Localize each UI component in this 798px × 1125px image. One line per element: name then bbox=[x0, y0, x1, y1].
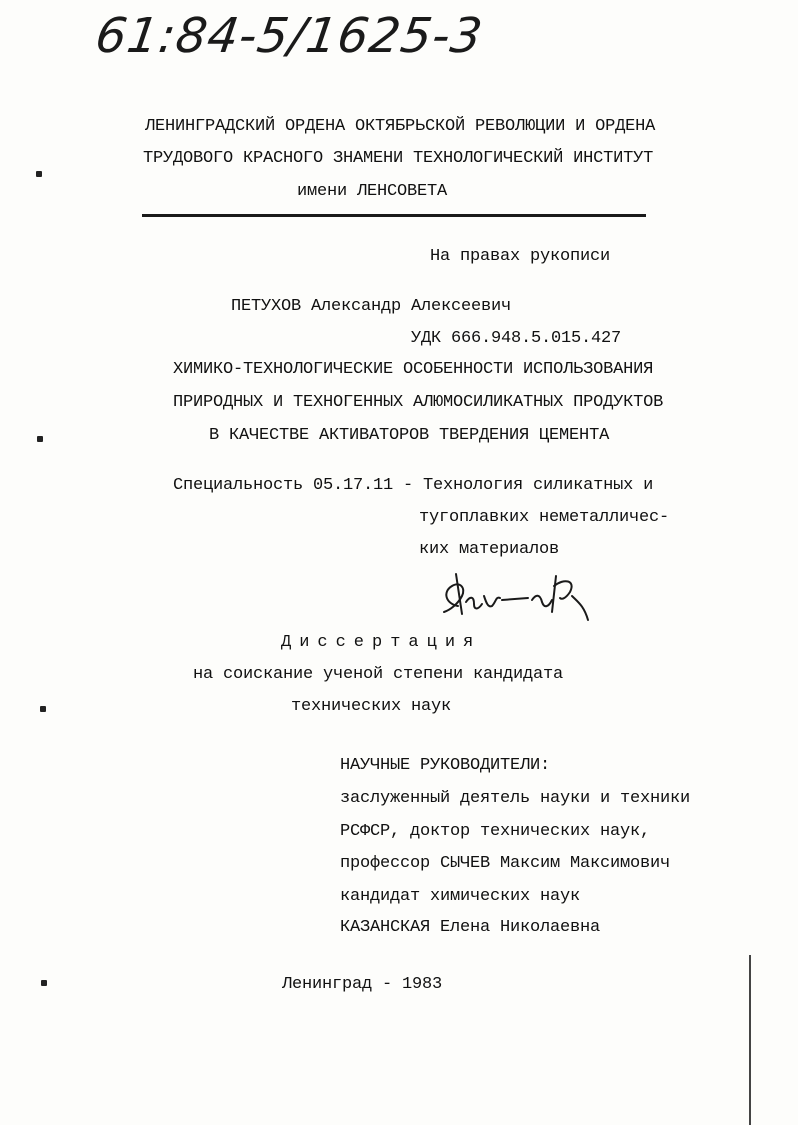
specialty-line-3: ких материалов bbox=[419, 540, 560, 559]
supervisors-line-3: профессор СЫЧЕВ Максим Максимович bbox=[340, 854, 671, 873]
specialty-line-1: Специальность 05.17.11 - Технология силикатных и bbox=[173, 476, 654, 495]
title-line-2: ПРИРОДНЫХ И ТЕХНОГЕННЫХ АЛЮМОСИЛИКАТНЫХ ПРОДУКТОВ bbox=[173, 393, 664, 412]
title-line-1: ХИМИКО-ТЕХНОЛОГИЧЕСКИЕ ОСОБЕННОСТИ ИСПОЛЬЗОВАНИЯ bbox=[173, 360, 654, 379]
supervisors-line-5: КАЗАНСКАЯ Елена Николаевна bbox=[340, 918, 601, 937]
archive-number: 61:84-5/1625-3 bbox=[92, 8, 487, 64]
margin-mark bbox=[36, 171, 42, 177]
institute-line-1: ЛЕНИНГРАДСКИЙ ОРДЕНА ОКТЯБРЬСКОЙ РЕВОЛЮЦИИ И ОРДЕНА bbox=[145, 117, 656, 136]
header-rule bbox=[142, 214, 646, 217]
manuscript-note: На правах рукописи bbox=[430, 247, 611, 266]
title-line-3: В КАЧЕСТВЕ АКТИВАТОРОВ ТВЕРДЕНИЯ ЦЕМЕНТА bbox=[209, 426, 610, 445]
dissertation-line-1: на соискание ученой степени кандидата bbox=[193, 665, 564, 684]
place-year: Ленинград - 1983 bbox=[282, 975, 443, 994]
institute-line-3: имени ЛЕНСОВЕТА bbox=[297, 182, 448, 201]
dissertation-heading: Диссертация bbox=[281, 633, 482, 652]
margin-mark bbox=[37, 436, 43, 442]
udc-code: УДК 666.948.5.015.427 bbox=[411, 329, 622, 348]
supervisors-heading: НАУЧНЫЕ РУКОВОДИТЕЛИ: bbox=[340, 756, 551, 775]
supervisors-line-4: кандидат химических наук bbox=[340, 887, 581, 906]
author-name: ПЕТУХОВ Александр Алексеевич bbox=[231, 297, 512, 316]
institute-line-2: ТРУДОВОГО КРАСНОГО ЗНАМЕНИ ТЕХНОЛОГИЧЕСКИЙ ИНСТИТУТ bbox=[143, 149, 654, 168]
dissertation-line-2: технических наук bbox=[291, 697, 452, 716]
page-edge-line bbox=[749, 955, 751, 1125]
specialty-line-2: тугоплавких неметалличес- bbox=[419, 508, 670, 527]
supervisors-line-1: заслуженный деятель науки и техники bbox=[340, 789, 691, 808]
author-signature bbox=[436, 566, 606, 622]
margin-mark bbox=[40, 706, 46, 712]
supervisors-line-2: РСФСР, доктор технических наук, bbox=[340, 822, 651, 841]
margin-mark bbox=[41, 980, 47, 986]
